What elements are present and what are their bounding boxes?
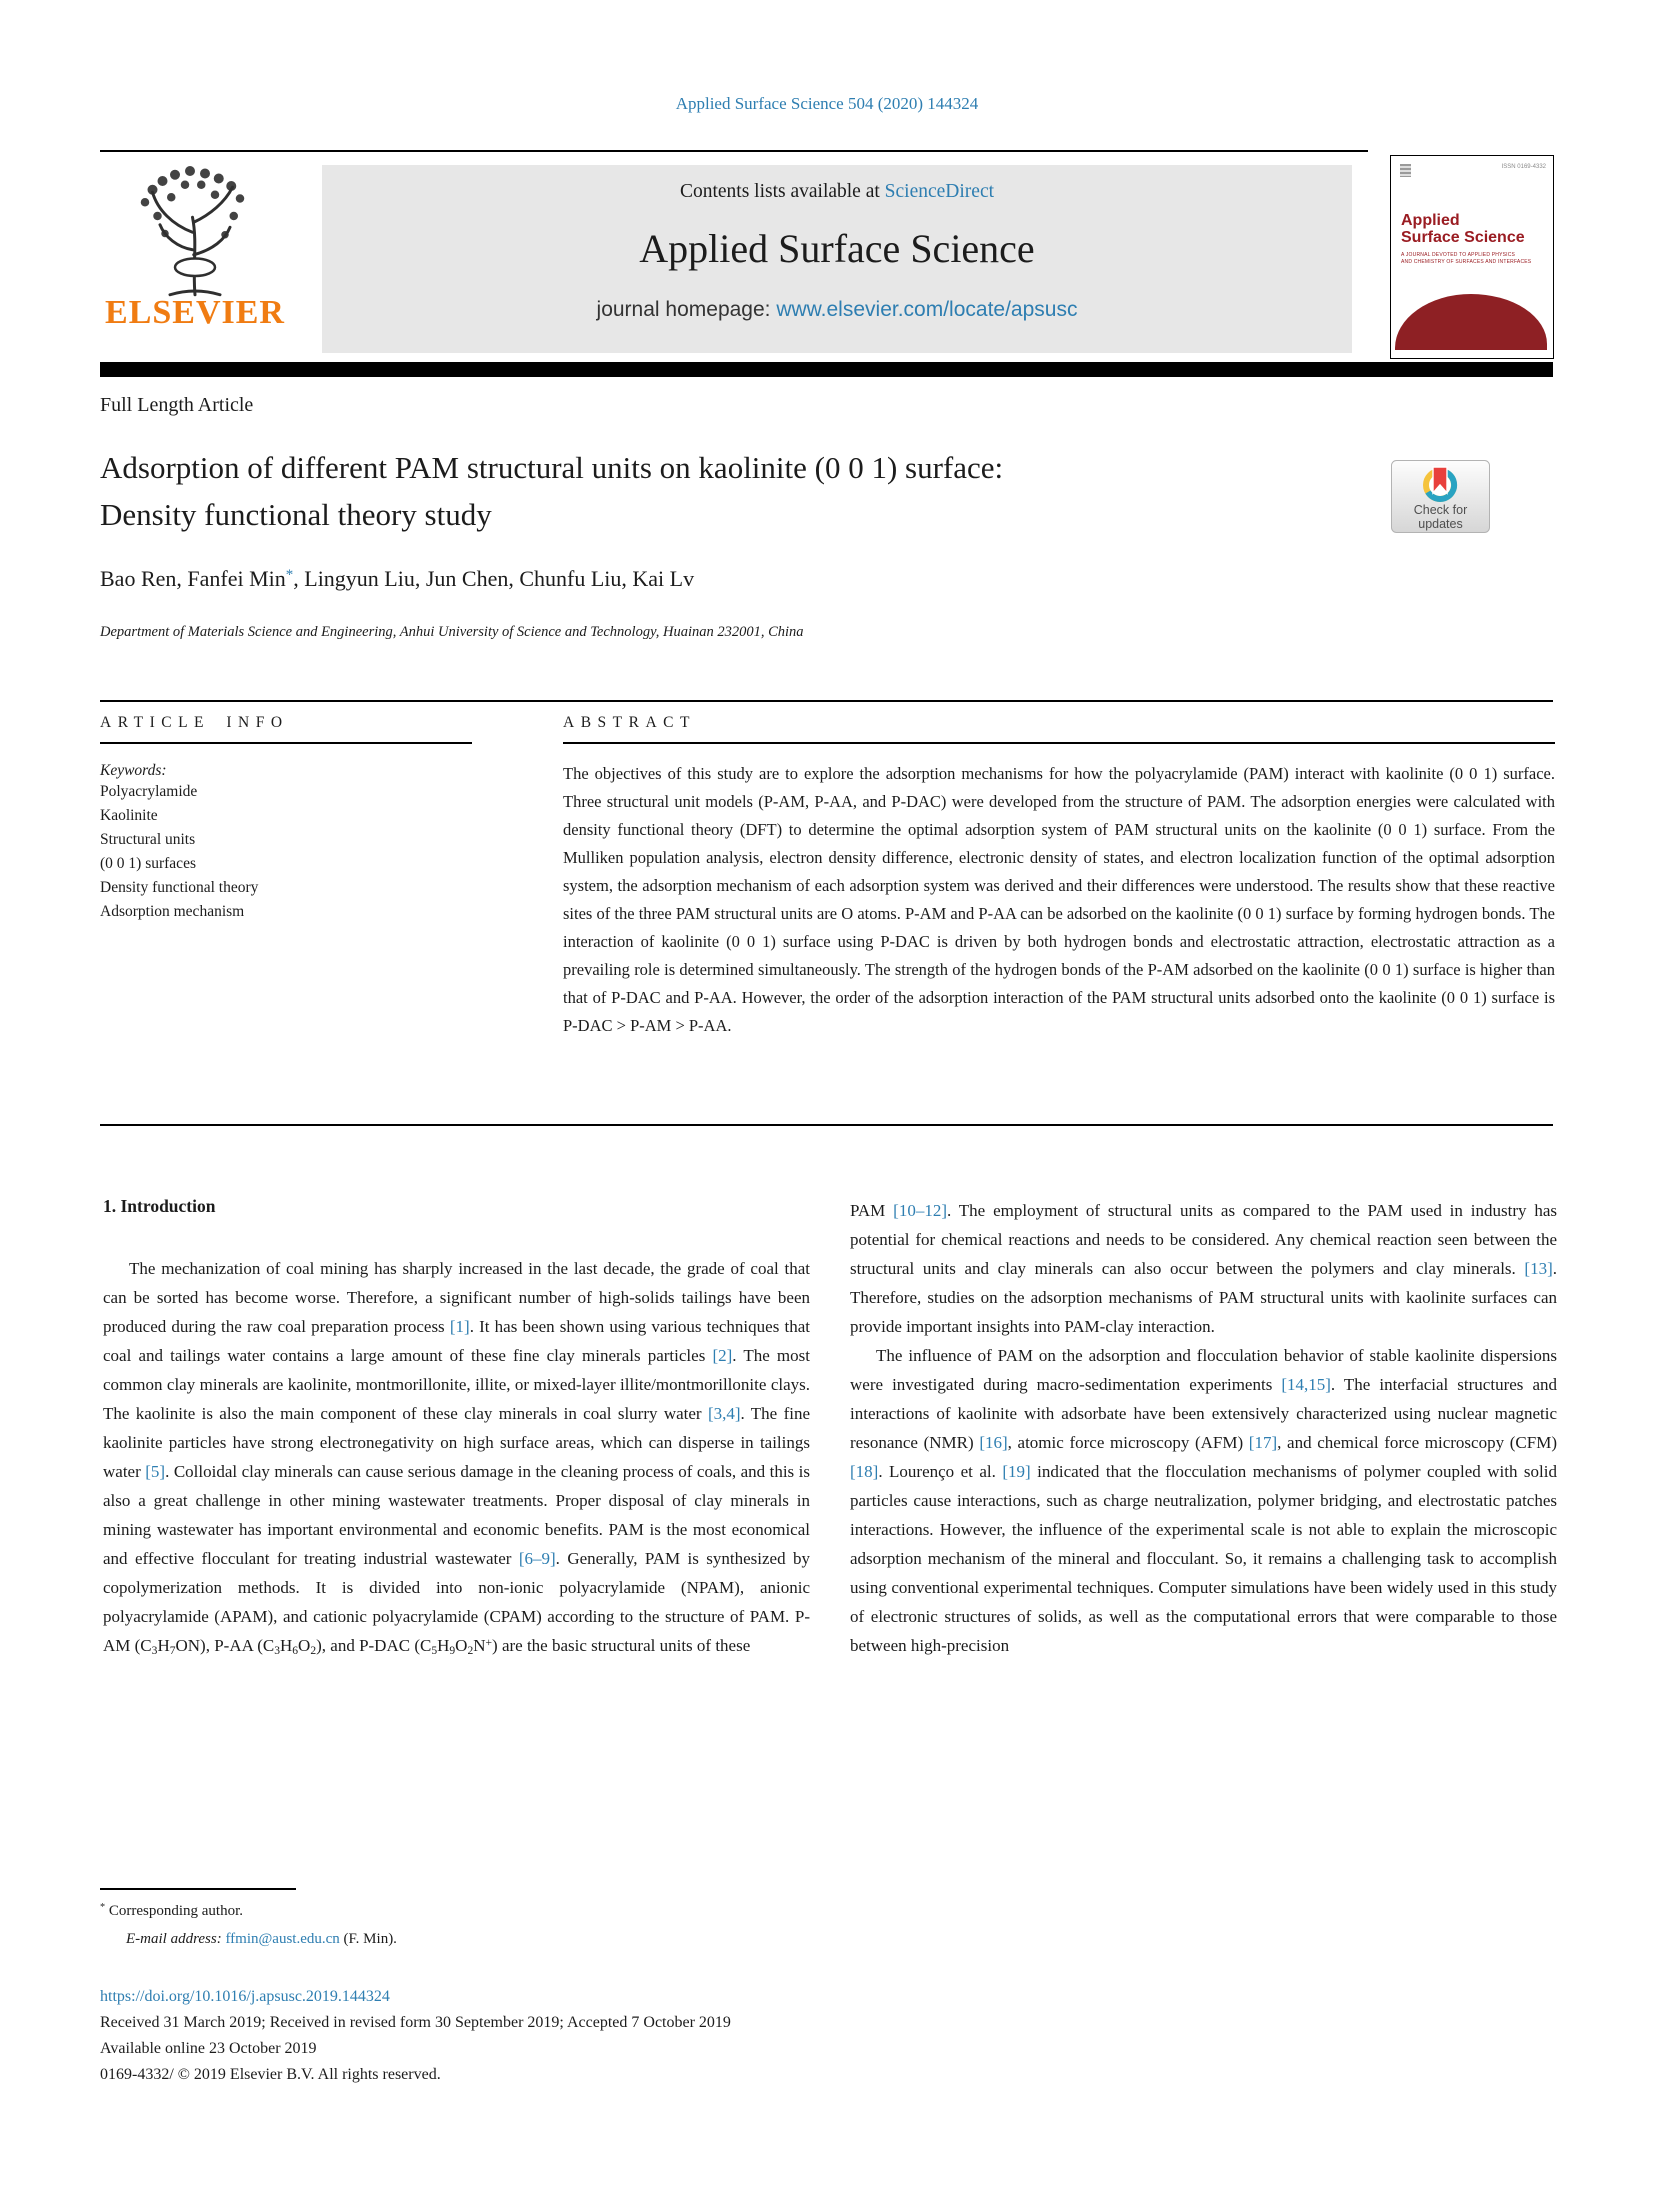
text-segment: 5: [431, 1643, 438, 1657]
copyright-line: 0169-4332/ © 2019 Elsevier B.V. All rights reserved.: [100, 2066, 441, 2083]
received-dates: Received 31 March 2019; Received in revised form 30 September 2019; Accepted 7 October 2019: [100, 2014, 731, 2031]
keyword-item: Structural units: [100, 831, 196, 848]
article-info-heading: ARTICLE INFO: [100, 714, 289, 731]
reference-link[interactable]: [19]: [1002, 1462, 1031, 1481]
available-online: Available online 23 October 2019: [100, 2040, 317, 2057]
text-segment: PAM: [850, 1201, 894, 1220]
text-segment: H: [279, 1636, 293, 1655]
cover-publisher-mark-icon: [1400, 164, 1411, 177]
reference-link[interactable]: [16]: [979, 1433, 1008, 1452]
paragraph: [850, 1341, 1557, 1660]
text-segment: The mechanization of coal mining has sharply increased in the last decade, the grade of coal that can be sorted has become worse. Therefore, a significant number of high-solids tailings have been produced during the raw coal preparation process: [103, 1259, 810, 1336]
article-title: [100, 444, 1360, 538]
text-segment: , atomic force microscopy (AFM): [1007, 1433, 1249, 1452]
text-segment: O: [455, 1636, 468, 1655]
text-segment: 6: [292, 1643, 299, 1657]
text-segment: . The interfacial structures and interactions of kaolinite with adsorbate have been extensively characterized using nuclear magnetic resonance (NMR): [850, 1375, 1557, 1452]
text-segment: , Lingyun Liu, Jun Chen, Chunfu Liu, Kai Lv: [293, 566, 695, 591]
text-segment: . It has been shown using various techniques that coal and tailings water contains a large amount of these fine clay minerals particles: [103, 1317, 810, 1365]
article-title-line1: Adsorption of different PAM structural units on kaolinite (0 0 1) surface:: [100, 450, 1004, 485]
body-column-right: [850, 1196, 1557, 1662]
body-columns: [103, 1196, 1557, 1662]
reference-link[interactable]: [18]: [850, 1462, 879, 1481]
body-column-left: [103, 1196, 810, 1662]
header-divider-bar: [100, 362, 1553, 377]
keyword-item: Polyacrylamide: [100, 783, 198, 800]
journal-citation: Applied Surface Science 504 (2020) 144324: [675, 94, 979, 113]
reference-link[interactable]: [10–12]: [893, 1201, 947, 1220]
article-title-line2: Density functional theory study: [100, 497, 492, 532]
text-segment: H: [157, 1636, 170, 1655]
check-for-updates-badge[interactable]: [1391, 460, 1490, 538]
corresponding-author-note: [100, 1898, 900, 1926]
text-segment: ON), P-AA (C: [175, 1636, 275, 1655]
cover-title-line2: Surface Science: [1401, 229, 1525, 246]
text-segment: . Lourenço et al.: [878, 1462, 1003, 1481]
paragraph: [850, 1196, 1557, 1341]
text-segment: 7: [169, 1643, 176, 1657]
text-segment: E-mail address:: [126, 1931, 222, 1947]
elsevier-tree-icon: [120, 162, 270, 300]
abstract-section: [563, 714, 1555, 1057]
text-segment: . The most common clay minerals are kaolinite, montmorillonite, illite, or mixed-layer illite/montmorillonite clays. The kaolinite is also the main component of these clay minerals in coal slurry water: [103, 1346, 810, 1423]
abstract-heading-rule: [563, 742, 1555, 744]
reference-link[interactable]: [1]: [449, 1317, 470, 1336]
reference-link[interactable]: [13]: [1524, 1259, 1553, 1278]
reference-link[interactable]: [14,15]: [1281, 1375, 1331, 1394]
text-segment: (F. Min).: [339, 1931, 397, 1947]
crossmark-icon[interactable]: [1391, 460, 1490, 533]
abstract-text: The objectives of this study are to explore the adsorption mechanisms for how the polyacrylamide (PAM) interact with kaolinite (0 0 1) surface. Three structural unit models (P-AM, P-AA, and P-DAC) were developed from the structure of PAM. The adsorption energies were calculated with density functional theory (DFT) to determine the optimal adsorption system of PAM structural units on the kaolinite (0 0 1) surface. From the Mulliken population analysis, electron density difference, electronic density of states, and electron localization function of the optimal adsorption system, the adsorption mechanism of each adsorption system was derived and their differences were understood. The results show that these reactive sites of the three PAM structural units are O atoms. P-AM and P-AA can be adsorbed on the kaolinite (0 0 1) surface by forming hydrogen bonds. The interaction of kaolinite (0 0 1) surface using P-DAC is driven by both hydrogen bonds and electrostatic attraction, electrostatic attraction as a prevailing role is determined simultaneously. The strength of the hydrogen bonds of the P-AM adsorbed on the kaolinite (0 0 1) surface is higher than that of P-DAC and P-AA. However, the order of the adsorption interaction of the PAM structural units adsorbed onto the kaolinite (0 0 1) surface is P-DAC > P-AM > P-AA.: [563, 764, 1555, 1035]
text-segment: H: [437, 1636, 450, 1655]
check-updates-text-line1: Check for: [1413, 503, 1468, 517]
email-note: [100, 1926, 900, 1953]
footnote-block: [100, 1888, 900, 1953]
keyword-item: (0 0 1) surfaces: [100, 855, 196, 872]
cover-title: [1401, 212, 1525, 246]
affiliation: Department of Materials Science and Engineering, Anhui University of Science and Technology, Huainan 232001, China: [100, 624, 804, 640]
cover-title-line1: Applied: [1401, 212, 1460, 229]
text-segment: 2: [310, 1643, 317, 1657]
check-updates-text-line2: updates: [1418, 517, 1463, 531]
elsevier-logo: [100, 162, 290, 358]
text-segment: . The employment of structural units as compared to the PAM used in industry has potential for chemical reactions and needs to be considered. Any chemical reaction seen between the structural units and clay minerals can also occur between the polymers and clay minerals.: [850, 1201, 1557, 1278]
cover-tagline: [1401, 252, 1531, 266]
divider-rule: [100, 1124, 1553, 1126]
abstract-heading: ABSTRACT: [563, 714, 696, 731]
text-segment: O: [298, 1636, 311, 1655]
doi-link[interactable]: https://doi.org/10.1016/j.apsusc.2019.144324: [100, 1988, 390, 2005]
elsevier-wordmark: ELSEVIER: [105, 294, 285, 331]
homepage-url-link[interactable]: www.elsevier.com/locate/apsusc: [776, 298, 1078, 321]
reference-link[interactable]: [3,4]: [707, 1404, 741, 1423]
text-segment: N: [473, 1636, 486, 1655]
text-segment: indicated that the flocculation mechanisms of polymer coupled with solid particles cause interactions, such as charge neutralization, polymer bridging, and electrostatic patches interactions. However, the influence of the experimental scale is not able to explain the microscopic adsorption mechanism of the mineral and flocculant. So, it remains a challenging task to accomplish using conventional experimental techniques. Computer simulations have been widely used in this study of electronic structures of solids, as well as the computational errors that were comparable to those between high-precision: [850, 1462, 1557, 1655]
journal-title: Applied Surface Science: [639, 226, 1035, 271]
homepage-line: [322, 298, 1352, 322]
article-type-label: Full Length Article: [100, 394, 254, 416]
authors-line: [100, 566, 694, 592]
text-segment: *: [100, 1902, 106, 1914]
text-segment: 3: [274, 1643, 280, 1657]
divider-rule: [100, 700, 1553, 702]
text-segment: Bao Ren, Fanfei Min: [100, 566, 286, 591]
text-segment: The influence of PAM on the adsorption and flocculation behavior of stable kaolinite dispersions were investigated during macro-sedimentation experiments: [850, 1346, 1557, 1394]
reference-link[interactable]: [6–9]: [518, 1549, 556, 1568]
keyword-item: Kaolinite: [100, 807, 158, 824]
cover-tagline-line1: A JOURNAL DEVOTED TO APPLIED PHYSICS: [1401, 252, 1516, 258]
text-segment: Corresponding author.: [105, 1903, 243, 1919]
text-segment: . Therefore, studies on the adsorption mechanisms of PAM structural units with kaolinite surfaces can provide important insights into PAM-clay interaction.: [850, 1259, 1557, 1336]
text-segment: 9: [449, 1643, 456, 1657]
reference-link[interactable]: ffmin@aust.edu.cn: [225, 1931, 340, 1947]
reference-link[interactable]: [2]: [712, 1346, 733, 1365]
header-top-rule: [100, 150, 1368, 152]
sciencedirect-link[interactable]: ScienceDirect: [884, 181, 995, 202]
text-segment: . Generally, PAM is synthesized by copolymerization methods. It is divided into non-ionic polyacrylamide (NPAM), anionic polyacrylamide (APAM), and cationic polyacrylamide (CPAM) according to the structure of PAM. P-AM (C: [103, 1549, 811, 1655]
cover-issn: ISSN 0169-4332: [1501, 164, 1546, 170]
keyword-item: Density functional theory: [100, 879, 259, 896]
text-segment: , and chemical force microscopy (CFM): [1277, 1433, 1557, 1452]
reference-link[interactable]: [5]: [145, 1462, 166, 1481]
text-segment: ), and P-DAC (C: [316, 1636, 432, 1655]
text-segment: 2: [467, 1643, 474, 1657]
cover-tagline-line2: AND CHEMISTRY OF SURFACES AND INTERFACES: [1401, 259, 1532, 265]
text-segment: ) are the basic structural units of these: [492, 1636, 751, 1655]
article-info-section: [100, 714, 472, 924]
reference-link[interactable]: *: [285, 567, 294, 584]
contents-line: [322, 181, 1352, 203]
contents-prefix: Contents lists available at: [679, 181, 885, 202]
section-heading-introduction: 1. Introduction: [103, 1196, 216, 1216]
text-segment: . The fine kaolinite particles have strong electronegativity on high surface areas, which can disperse in tailings water: [103, 1404, 810, 1481]
footer-block: [100, 1984, 1553, 2088]
text-segment: . Colloidal clay minerals can cause serious damage in the cleaning process of coals, and this is also a great challenge in other mining wastewater treatments. Proper disposal of clay minerals in mining wastewater has important environmental and economic benefits. PAM is the most economical and effective flocculant for treating industrial wastewater: [103, 1462, 810, 1568]
keywords-label: Keywords:: [100, 762, 167, 779]
homepage-prefix: journal homepage:: [596, 298, 777, 321]
cover-art-shape: [1395, 294, 1547, 350]
paragraph: [103, 1254, 810, 1662]
article-info-heading-rule: [100, 742, 472, 744]
journal-cover-thumbnail: [1390, 155, 1554, 359]
reference-link[interactable]: [17]: [1248, 1433, 1278, 1452]
text-segment: +: [485, 1635, 493, 1649]
journal-header-panel: [322, 165, 1352, 353]
text-segment: 3: [151, 1643, 158, 1657]
keyword-item: Adsorption mechanism: [100, 903, 245, 920]
footnote-rule: [100, 1888, 296, 1890]
